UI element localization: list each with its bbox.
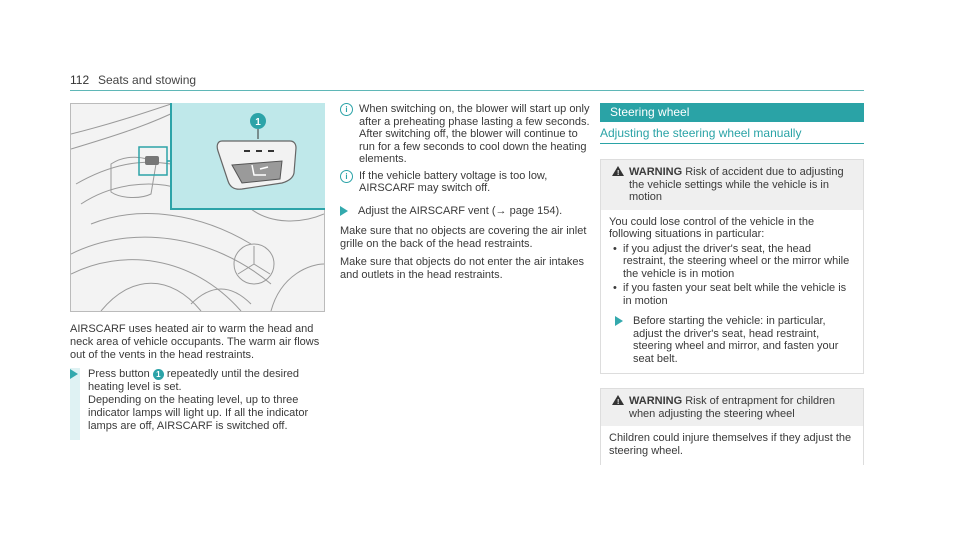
warning-box-accident — [600, 159, 864, 374]
warning-label: WARNING — [629, 166, 683, 178]
info-icon: i — [340, 103, 353, 116]
warning-bullet: • if you adjust the driver's seat, the head restraint, the steering wheel or the mirror while the vehicle is in motion — [609, 243, 855, 281]
warning-triangle-icon: ! — [612, 395, 624, 405]
step-text-pre: Press button — [88, 368, 150, 380]
figure-callout: 1 — [255, 117, 261, 128]
warning-body-text: You could lose control of the vehicle in the following situations in particular: — [609, 215, 815, 240]
warning-body — [601, 210, 863, 374]
column-2 — [340, 103, 590, 287]
inlet-grille-note: Make sure that no objects are covering the air inlet grille on the back of the head restraints. — [340, 225, 587, 250]
airscarf-button-drawing — [172, 103, 325, 208]
warning-text: Risk of accident due to adjusting the vehicle settings while the vehicle is in motion — [629, 166, 844, 203]
note1-line2: After switching off, the blower will continue to run for a few seconds to cool down the heating elements. — [359, 128, 587, 165]
callout-1-icon: 1 — [153, 369, 164, 380]
warning-text: Risk of entrapment for children when adjusting the steering wheel — [629, 395, 836, 420]
warning-label: WARNING — [629, 395, 683, 407]
warning-step — [609, 315, 855, 365]
step-text-post: repeatedly until the desired heating level is set. — [88, 368, 299, 393]
note1-line1: When switching on, the blower will start up only after a preheating phase lasting a few seconds. — [359, 103, 590, 128]
column-1 — [70, 323, 322, 433]
column-3 — [600, 103, 864, 465]
subsection-rule — [600, 143, 864, 144]
note-battery — [340, 170, 590, 195]
info-icon: i — [340, 170, 353, 183]
step-detail: Depending on the heating level, up to three indicator lamps will light up. If all the indicator lamps are off, AIRSCARF is switched off. — [88, 394, 309, 432]
warning-triangle-icon: ! — [612, 166, 624, 176]
section-title: Steering wheel — [600, 103, 864, 122]
warning-header — [601, 389, 863, 426]
warning-box-entrapment — [600, 388, 864, 465]
press-button-step — [70, 368, 322, 433]
warning-header — [601, 160, 863, 210]
page-number: 112 — [70, 73, 90, 87]
adjust-vent-step — [340, 205, 590, 218]
warning-bullet: • if you fasten your seat belt while the vehicle is in motion — [609, 282, 855, 307]
intake-note: Make sure that objects do not enter the air intakes and outlets in the head restraints. — [340, 256, 584, 281]
header-rule — [70, 90, 864, 91]
section-header: Seats and stowing — [98, 73, 197, 87]
adjust-vent-text[interactable]: Adjust the AIRSCARF vent (→ page 154). — [358, 204, 563, 217]
step-arrow-icon — [615, 316, 623, 326]
note2-text: If the vehicle battery voltage is too low, AIRSCARF may switch off. — [359, 169, 548, 194]
step-arrow-icon — [340, 206, 348, 216]
warning-body — [601, 426, 863, 465]
button-detail-inset — [170, 103, 325, 210]
subsection-title: Adjusting the steering wheel manually — [600, 126, 802, 140]
airscarf-intro: AIRSCARF uses heated air to warm the head and neck area of vehicle occupants. The warm air flows out of the vents in the head restraints. — [70, 323, 320, 361]
note-blower — [340, 103, 590, 166]
step-arrow-icon — [70, 369, 78, 379]
warning-step-text: Before starting the vehicle: in particular, adjust the driver's seat, head restraint, steering wheel and mirror, and fasten your seat belt. — [633, 315, 839, 365]
warning-body-text: Children could injure themselves if they adjust the steering wheel. — [609, 432, 852, 457]
